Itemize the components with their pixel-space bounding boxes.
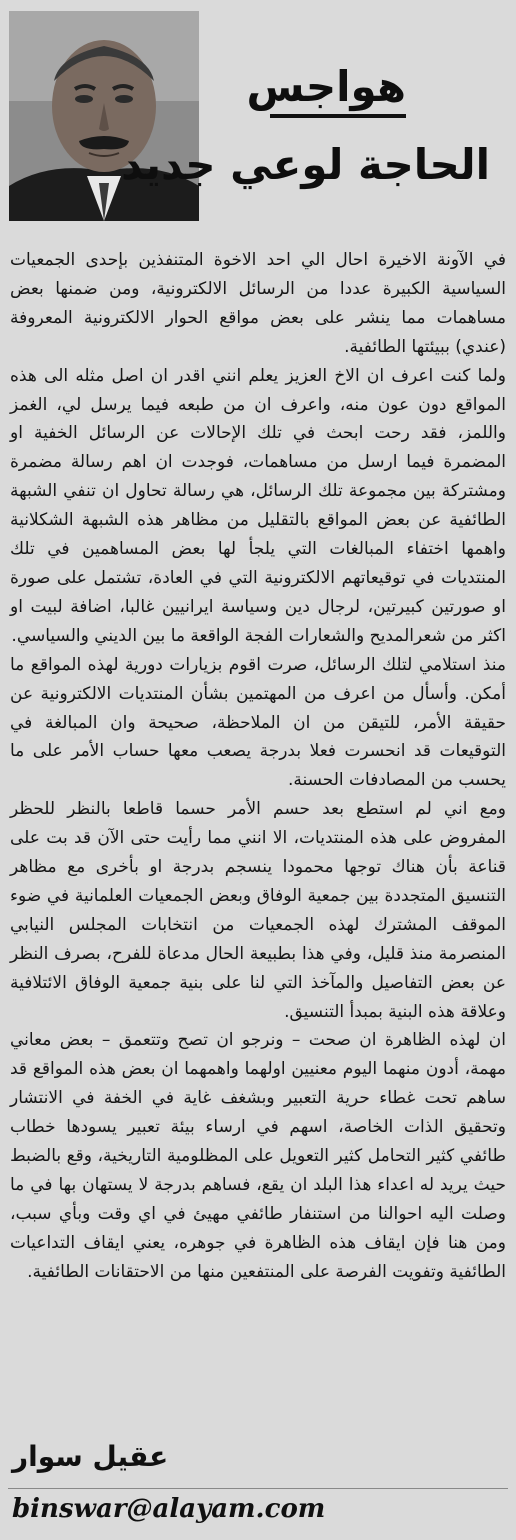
column-title: هواجس	[246, 62, 406, 111]
article-paragraph: ومع اني لم استطع بعد حسم الأمر حسما قاطعا بالنظر للحظر المفروض على هذه المنتديات، الا انني مما رأيت حتى الآن قد بت على قناعة بأن هناك توجها محمودا ينسجم بدرجة او بأخرى مع مظاهر التنسيق المتجددة بين جمعية الوفاق وبعض الجمعيات العلمانية في ضوء الموقف المشترك لهذه الجمعيات من انتخابات المجلس النيابي المنصرمة منذ قليل، وفي هذا بطبيعة الحال مدعاة للفرح، بصرف النظر عن بعض التفاصيل والمآخذ التي لنا على بنية جمعية الوفاق الائتلافية وعلاقة هذه البنية بمبدأ التنسيق.	[10, 799, 506, 1022]
author-photo	[9, 11, 199, 221]
article-paragraph: في الآونة الاخيرة احال الي احد الاخوة المتنفذين بإحدى الجمعيات السياسية الكبيرة عددا من الرسائل الالكترونية، ومن ضمنها بعض مساهمات مما ينشر على بعض مواقع الحوار الالكترونية المعروفة (عندي) ببيئتها الطائفية.	[10, 250, 506, 357]
author-portrait-image	[9, 11, 199, 221]
article-body	[10, 246, 506, 1287]
article-paragraph: منذ استلامي لتلك الرسائل، صرت اقوم بزيارات دورية لهذه المواقع ما أمكن. وأسأل من اعرف من المهتمين بشأن المنتديات الالكترونية عن حقيقة الأمر، للتيقن من ان الملاحظة، صحيحة وان المبالغة في التوقيعات قد انحسرت فعلا بدرجة يصعب معها حساب الأمر على ما يحسب من المصادفات الحسنة.	[10, 654, 506, 791]
footer-divider	[8, 1488, 508, 1489]
article-headline: الحاجة لوعي جديد	[120, 140, 490, 189]
column-header	[0, 0, 516, 238]
title-underline	[270, 114, 406, 118]
article-paragraph: ان لهذه الظاهرة ان صحت – ونرجو ان تصح وتتعمق – بعض معاني مهمة، أدون منهما اليوم معنيين اولهما واهمهما ان بعض هذه المواقع قد ساهم تحت غطاء حرية التعبير وبشغف غاية في الخفة في الانتشار وتحقيق الذات الخاصة، اسهم في ارساء بيئة تعبير يسودها خطاب طائفي كثير التحامل كثير التعويل على المظلومية التاريخية، وقع بالضبط حيث يريد له اعداء هذا البلد ان يقع، فساهم بدرجة لا يستهان بها في ما وصلت اليه احوالنا من استنفار طائفي مهيئ في اي وقت وبأي سبب، ومن هنا فإن ايقاف هذه الظاهرة في جوهره، يعني ايقاف التداعيات الطائفية وتفويت الفرصة على المنتفعين منها من الاحتقانات الطائفية.	[10, 1030, 506, 1282]
author-name: عقيل سوار	[12, 1440, 169, 1473]
author-email: binswar@alayam.com	[12, 1494, 326, 1524]
article-paragraph: ولما كنت اعرف ان الاخ العزيز يعلم انني اقدر ان اصل مثله الى هذه المواقع دون عون منه، واعرف ان من طبعه فيما يرسل لي، الغمز واللمز، فقد رحت ابحث في تلك الإحالات عن الرسائل الخفية او المضمرة فيما ارسل من مساهمات، فوجدت ان اهم رسالة مضمرة ومشتركة بين مجموعة تلك الرسائل، هي رسالة تحاول ان تنفي الشبهة الطائفية عن بعض المواقع بالتقليل من مظاهر هذه الشبهة الشكلانية واهمها اختفاء المبالغات التي يلجأ لها بعض المساهمين في تلك المنتديات في توقيعاتهم الالكترونية التي في العادة، تشتمل على صورة او صورتين كبيرتين، لرجال دين وسياسة ايرانيين غالبا، اضافة لبيت او اكثر من شعرالمديح والشعارات الفجة الواقعة ما بين الديني والسياسي.	[10, 365, 506, 646]
